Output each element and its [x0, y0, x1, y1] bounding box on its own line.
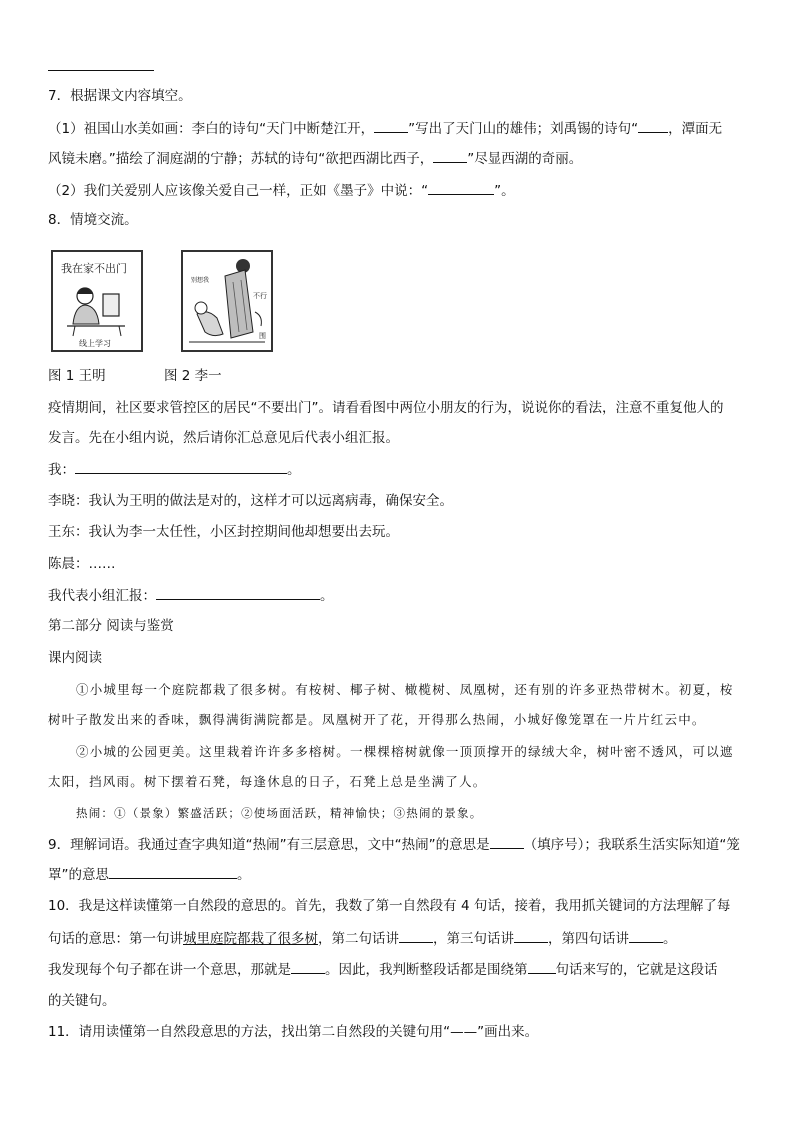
reading-para2-line2: 太阳，挡风雨。树下摆着石凳，每逢休息的日子，石凳上总是坐满了人。 — [48, 774, 487, 789]
q7-title: 7．根据课文内容填空。 — [48, 88, 192, 104]
trying-to-go-out-illustration — [183, 252, 271, 350]
answer-blank[interactable] — [399, 928, 433, 943]
top-rule — [48, 70, 154, 71]
answer-blank[interactable] — [109, 864, 237, 879]
figure-2-caption: 图 2 李一 — [164, 368, 222, 384]
q8-para-line2: 发言。先在小组内说，然后请你汇总意见后代表小组汇报。 — [48, 430, 399, 446]
answer-blank[interactable] — [629, 928, 663, 943]
figure-1-wangming — [51, 250, 143, 352]
q11-line: 11．请用读懂第一自然段意思的方法，找出第二自然段的关键句用“——”画出来。 — [48, 1024, 539, 1040]
answer-blank[interactable] — [514, 928, 548, 943]
reading-note: 热闹：①（景象）繁盛活跃；②使场面活跃，精神愉快；③热闹的景象。 — [76, 806, 483, 820]
part2-title: 第二部分 阅读与鉴赏 — [48, 618, 174, 634]
answer-blank[interactable] — [428, 180, 494, 195]
answer-blank[interactable] — [75, 459, 287, 474]
reading-para1-line2: 树叶子散发出来的香味，飘得满街满院都是。凤凰树开了花，开得那么热闹，小城好像笼罩在一片片红云中。 — [48, 712, 706, 727]
q7-part1-line2: 风镜未磨。”描绘了洞庭湖的宁静；苏轼的诗句“欲把西湖比西子， ”尽显西湖的奇丽。 — [48, 148, 754, 169]
q8-chenchen: 陈晨：…… — [48, 556, 116, 572]
q8-title: 8．情境交流。 — [48, 212, 138, 228]
answer-blank[interactable] — [291, 959, 325, 974]
svg-text:不行: 不行 — [253, 292, 267, 300]
q8-wangdong: 王东：我认为李一太任性，小区封控期间他却想要出去玩。 — [48, 524, 399, 540]
q10-line1: 10．我是这样读懂第一自然段的意思的。首先，我数了第一自然段有 4 句话，接着，我用抓关键词的方法理解了每 — [48, 898, 731, 914]
q10-line4: 的关键句。 — [48, 993, 116, 1009]
svg-text:我在家不出门: 我在家不出门 — [61, 262, 127, 275]
q8-me-line: 我： 。 — [48, 459, 754, 480]
svg-text:别想我: 别想我 — [191, 277, 210, 284]
q9-line1: 9．理解词语。我通过查字典知道“热闹”有三层意思，文中“热闹”的意思是 （填序号）；我联系生活实际知道“笼 — [48, 834, 754, 855]
answer-blank[interactable] — [528, 959, 556, 974]
answer-blank[interactable] — [374, 118, 408, 133]
figure-2-liyi — [181, 250, 273, 352]
reading-para2-line1: ②小城的公园更美。这里栽着许许多多榕树。一棵棵榕树就像一顶顶撑开的绿绒大伞，树叶密不透风，可以遮 — [76, 744, 734, 759]
svg-text:围: 围 — [259, 332, 266, 340]
figure-1-caption: 图 1 王明 — [48, 368, 106, 384]
answer-blank[interactable] — [490, 834, 524, 849]
q7-part2: （2）我们关爱别人应该像关爱自己一样，正如《墨子》中说：“ ”。 — [48, 180, 754, 201]
part2-subtitle: 课内阅读 — [48, 650, 102, 666]
answer-blank[interactable] — [433, 148, 467, 163]
q10-line2: 句话的意思：第一句讲城里庭院都栽了很多树，第二句话讲 ，第三句话讲 ，第四句话讲 。 — [48, 928, 754, 949]
q8-report-line: 我代表小组汇报： 。 — [48, 585, 754, 606]
q8-para-line1: 疫情期间，社区要求管控区的居民“不要出门”。请看看图中两位小朋友的行为，说说你的看法，注意不重复他人的 — [48, 400, 724, 416]
q8-lixiao: 李晓：我认为王明的做法是对的，这样才可以远离病毒，确保安全。 — [48, 493, 453, 509]
svg-text:线上学习: 线上学习 — [79, 339, 111, 348]
q9-line2: 罩”的意思 。 — [48, 864, 754, 885]
reading-para1-line1: ①小城里每一个庭院都栽了很多树。有桉树、椰子树、橄榄树、凤凰树，还有别的许多亚热带树木。初夏，桉 — [76, 682, 734, 697]
answer-blank[interactable] — [638, 118, 668, 133]
q7-part1-line1: （1）祖国山水美如画：李白的诗句“天门中断楚江开， ”写出了天门山的雄伟；刘禹锡的诗句“ ，潭面无 — [48, 118, 754, 139]
studying-at-home-illustration — [53, 252, 141, 350]
q10-line3: 我发现每个句子都在讲一个意思，那就是 。因此，我判断整段话都是围绕第 句话来写的，它就是这段话 — [48, 959, 754, 980]
answer-blank[interactable] — [156, 585, 320, 600]
